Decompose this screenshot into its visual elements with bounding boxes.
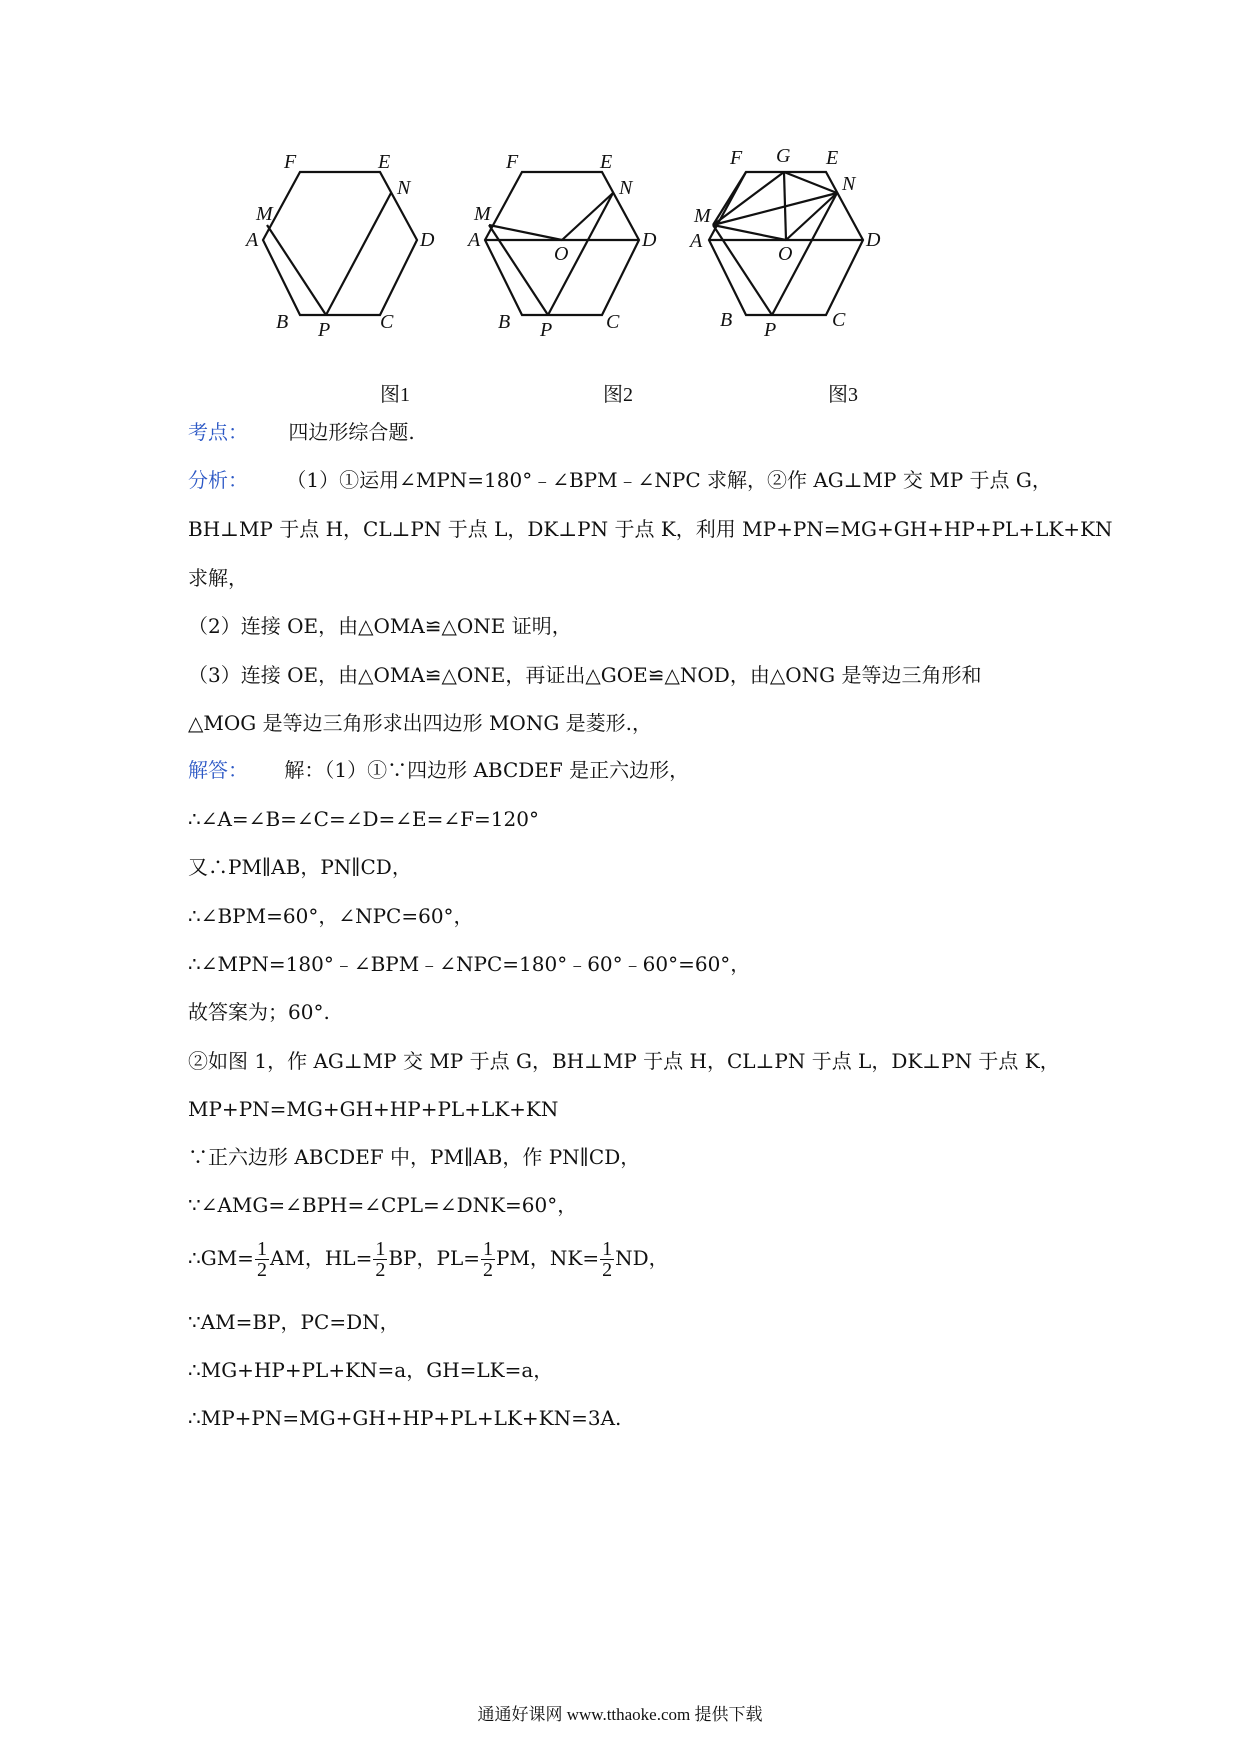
- label-m: M: [256, 203, 273, 225]
- fenxi-line-5: （3）连接 OE，由△OMA≌△ONE，再证出△GOE≌△NOD，由△ONG 是等边三角形和: [188, 663, 982, 687]
- page-footer: 通通好课网 www.tthaoke.com 提供下载: [477, 1705, 763, 1724]
- jieda-line-6: 故答案为；60°.: [188, 1000, 330, 1024]
- fenxi-line-1: [188, 466, 1065, 495]
- label-n: N: [619, 177, 633, 199]
- fraction-text-3: PM，NK=: [496, 1246, 600, 1270]
- label-m: M: [694, 205, 711, 227]
- label-d: D: [866, 229, 881, 251]
- label-b: B: [276, 311, 289, 333]
- jieda-line-5: ∴∠MPN=180°﹣∠BPM﹣∠NPC=180°﹣60°﹣60°=60°，: [188, 952, 751, 976]
- fraction-num: 1: [602, 1238, 613, 1260]
- fraction-2: [373, 1239, 387, 1280]
- fraction-den: 2: [375, 1259, 386, 1281]
- segment-gn: [784, 172, 837, 193]
- label-p: P: [764, 319, 777, 341]
- fraction-num: 1: [375, 1238, 386, 1260]
- label-f: F: [506, 151, 519, 173]
- fraction-den: 2: [602, 1259, 613, 1281]
- jieda-line-14: ∴MP+PN=MG+GH+HP+PL+LK+KN=3A.: [188, 1406, 622, 1430]
- jieda-line-11: [188, 1236, 1065, 1280]
- figure-3-caption: 图3: [828, 384, 858, 406]
- figure-2-caption: 图2: [603, 384, 633, 406]
- jieda-line-10: ∵∠AMG=∠BPH=∠CPL=∠DNK=60°，: [188, 1193, 578, 1217]
- segment-mg: [713, 172, 784, 225]
- segment-mo: [713, 225, 786, 240]
- label-o: O: [554, 243, 569, 265]
- jieda-line-13: ∴MG+HP+PL+KN=a，GH=LK=a，: [188, 1358, 554, 1382]
- label-o: O: [778, 243, 793, 265]
- label-p: P: [318, 319, 331, 341]
- label-g: G: [776, 145, 791, 167]
- label-n: N: [397, 177, 411, 199]
- fenxi-label: 分析：: [188, 470, 248, 492]
- fraction-4: [600, 1239, 614, 1280]
- kaodian-label: 考点：: [188, 422, 248, 444]
- label-e: E: [826, 147, 839, 169]
- label-n: N: [842, 173, 856, 195]
- label-a: A: [690, 230, 703, 252]
- figure-1-caption: 图1: [380, 384, 410, 406]
- figure-1: [246, 150, 460, 378]
- fenxi-line-6: △MOG 是等边三角形求出四边形 MONG 是菱形.，: [188, 711, 653, 735]
- label-d: D: [642, 229, 657, 251]
- fenxi-line-4: （2）连接 OE，由△OMA≌△ONE 证明，: [188, 614, 572, 638]
- fraction-num: 1: [256, 1238, 267, 1260]
- label-b: B: [720, 309, 733, 331]
- jieda-line-12: ∵AM=BP，PC=DN，: [188, 1310, 400, 1334]
- segment-mp: [713, 225, 772, 315]
- fraction-prefix: ∴GM=: [188, 1246, 254, 1270]
- jieda-line-8: MP+PN=MG+GH+HP+PL+LK+KN: [188, 1097, 559, 1121]
- fraction-den: 2: [483, 1259, 493, 1281]
- fraction-text-1: AM，HL=: [269, 1246, 373, 1270]
- segment-pn: [326, 193, 391, 315]
- jieda-line-7: ②如图 1，作 AG⊥MP 交 MP 于点 G，BH⊥MP 于点 H，CL⊥PN 于点 L，DK⊥PN 于点 K，: [188, 1049, 1060, 1073]
- figure-2: [468, 150, 682, 378]
- label-d: D: [420, 229, 435, 251]
- fenxi-line-2: BH⊥MP 于点 H，CL⊥PN 于点 L，DK⊥PN 于点 K，利用 MP+PN=MG+GH+HP+PL+LK+KN: [188, 517, 1113, 541]
- hexagon: [263, 172, 417, 315]
- label-c: C: [380, 311, 394, 333]
- segment-mo: [489, 225, 562, 240]
- fenxi-line-3: 求解，: [188, 566, 248, 590]
- fraction-text-2: BP，PL=: [388, 1246, 480, 1270]
- kaodian-text: 四边形综合题.: [288, 420, 415, 444]
- segment-mp: [267, 225, 326, 315]
- fraction-num: 1: [483, 1238, 493, 1260]
- label-f: F: [284, 151, 297, 173]
- fraction-text-4: ND，: [615, 1246, 669, 1270]
- label-e: E: [378, 151, 391, 173]
- fraction-3: [481, 1239, 495, 1280]
- figures-area: [246, 145, 1000, 410]
- fraction-den: 2: [256, 1259, 267, 1281]
- label-a: A: [246, 229, 259, 251]
- jieda-line-4: ∴∠BPM=60°，∠NPC=60°，: [188, 904, 474, 928]
- label-m: M: [474, 203, 491, 225]
- figure-3: [690, 145, 906, 378]
- label-f: F: [730, 147, 743, 169]
- label-a: A: [468, 229, 481, 251]
- jieda-line-3: 又∴PM∥AB，PN∥CD，: [188, 855, 412, 879]
- label-p: P: [540, 319, 553, 341]
- label-b: B: [498, 311, 511, 333]
- jieda-label: 解答：: [188, 760, 248, 782]
- fenxi-text-1: （1）①运用∠MPN=180°﹣∠BPM﹣∠NPC 求解，②作 AG⊥MP 交 MP 于点 G，: [286, 468, 1052, 492]
- jieda-text-1: 解：（1）①∵四边形 ABCDEF 是正六边形，: [284, 758, 690, 782]
- kaodian-line: [188, 418, 1065, 447]
- segment-mp: [489, 225, 548, 315]
- jieda-line-9: ∵正六边形 ABCDEF 中，PM∥AB，作 PN∥CD，: [188, 1145, 641, 1169]
- segment-on: [562, 193, 613, 240]
- fraction-1: [255, 1239, 269, 1280]
- label-e: E: [600, 151, 613, 173]
- jieda-line-2: ∴∠A=∠B=∠C=∠D=∠E=∠F=120°: [188, 807, 539, 831]
- label-c: C: [606, 311, 620, 333]
- label-c: C: [832, 309, 846, 331]
- jieda-line-1: [188, 756, 1065, 785]
